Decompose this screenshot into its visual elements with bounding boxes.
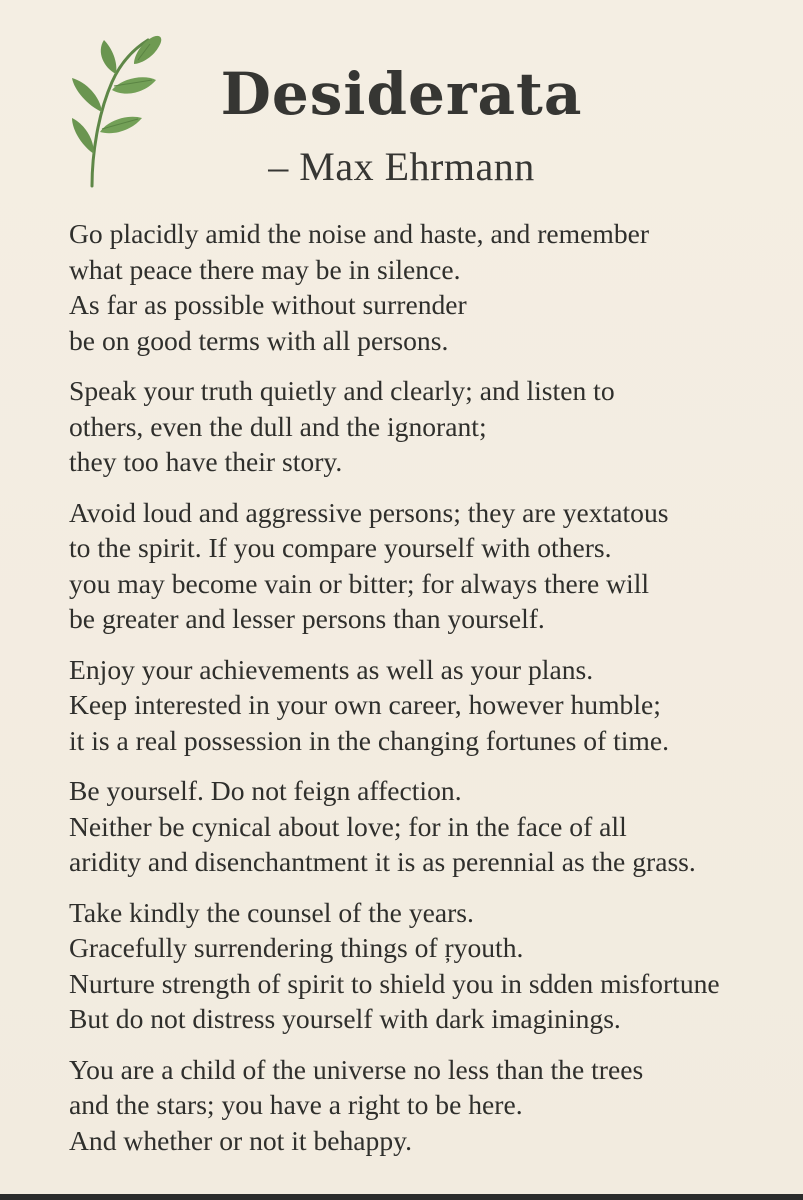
poem-line: As far as possible without surrender [69, 289, 467, 320]
poem-line: But do not distress yourself with dark imaginings. [69, 1003, 621, 1034]
poem-line: you may become vain or bitter; for always there will [69, 567, 650, 599]
stanza-5 [69, 773, 803, 880]
poem-line: Go placidly amid the noise and haste, and remember [69, 218, 650, 249]
stanza-3 [69, 495, 803, 637]
poem-line: others, even the dull and the ignorant; [69, 410, 487, 442]
poem-line: be on good terms with all persons. [69, 324, 449, 356]
poem-line: they too have their story. [69, 446, 343, 477]
poem-line: Neither be cynical about love; for in the face of all [69, 810, 627, 842]
poem-line: You are a child of the universe no less than the trees [69, 1053, 644, 1085]
poem-line: be greater and lesser persons than yourself. [69, 603, 545, 634]
poem-line: Enjoy your achievements as well as your plans. [69, 653, 594, 685]
poem-line: what peace there may be in silence. [69, 253, 461, 285]
poem-line: Nurture strength of spirit to shield you in sdden misfortune [69, 967, 720, 999]
bottom-border [0, 1194, 803, 1200]
poem-line: Speak your truth quietly and clearly; and listen to [69, 375, 615, 406]
stanza-4 [69, 652, 803, 759]
poem-line: And whether or not it behappy. [69, 1124, 413, 1156]
poem-title: Desiderata [220, 60, 583, 128]
poem-line: Keep interested in your own career, however humble; [69, 689, 661, 720]
poem-line: Be yourself. Do not feign affection. [69, 775, 462, 806]
poem-line: it is a real possession in the changing fortunes of time. [69, 724, 670, 756]
stanza-1 [69, 216, 803, 358]
poem-body [69, 216, 803, 1173]
stanza-2 [69, 373, 803, 480]
poem-line: and the stars; you have a right to be here. [69, 1089, 523, 1120]
poem-line: Gracefully surrendering things of ŗyouth. [69, 932, 524, 963]
poem-line: aridity and disenchantment it is as perennial as the grass. [69, 846, 696, 877]
poem-line: Avoid loud and aggressive persons; they are yextatous [69, 496, 669, 528]
stanza-7 [69, 1052, 803, 1159]
stanza-6 [69, 895, 803, 1037]
poem-line: to the spirit. If you compare yourself with others. [69, 532, 612, 563]
poem-line: Take kindly the counsel of the years. [69, 896, 474, 928]
poem-author: – Max Ehrmann [268, 144, 535, 189]
